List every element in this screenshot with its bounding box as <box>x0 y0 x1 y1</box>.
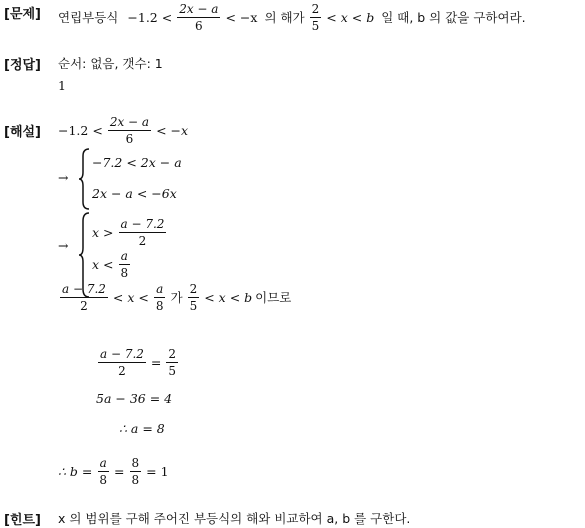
comb-ga: 가 <box>170 290 183 305</box>
problem-mid: 의 해가 <box>264 10 305 25</box>
answer-label: [정답] <box>4 58 41 73</box>
eq1-rden: 5 <box>168 363 177 378</box>
expl-l1-den: 6 <box>125 131 134 146</box>
sys2-b-left: x < <box>92 256 114 272</box>
sys2-a-den: 2 <box>138 233 147 248</box>
comb-suffix: 이므로 <box>255 290 292 305</box>
comb-num-3: 2 <box>189 281 198 296</box>
eq4-fraction-1 <box>97 457 109 486</box>
expl-l1-right: < −x <box>156 122 189 138</box>
expl-l1-left: −1.2 < <box>58 122 103 138</box>
comb-num-1: a − 7.2 <box>62 281 106 296</box>
explanation-line-1 <box>58 112 188 148</box>
arrow-1: → <box>58 170 69 185</box>
comb-fraction-1 <box>60 283 108 312</box>
explanation-combined <box>58 279 291 315</box>
problem-ineq-left: −1.2 < <box>127 9 173 25</box>
sys2-b-den: 8 <box>120 265 129 280</box>
comb-fraction-2 <box>154 283 166 312</box>
comb-fraction-3 <box>188 283 200 312</box>
eq1-fraction-right <box>166 348 178 377</box>
sys2-line-a <box>92 214 168 250</box>
problem-prefix: 연립부등식 <box>58 10 119 25</box>
eq4-den-2: 8 <box>131 472 140 487</box>
problem-fraction-den: 6 <box>195 18 203 33</box>
eq-line-2: 5a − 36 = 4 <box>96 391 173 406</box>
problem-solution-fraction <box>310 3 322 32</box>
eq4-eq-1: = <box>114 463 125 479</box>
problem-suffix: 일 때, b 의 값을 구하여라. <box>381 10 526 25</box>
eq-line-1 <box>96 344 180 380</box>
eq1-den: 2 <box>118 363 126 378</box>
problem-label: [문제] <box>4 7 41 22</box>
sys2-a-fraction <box>119 218 167 247</box>
problem-solution-den: 5 <box>311 18 320 33</box>
comb-mid: < x < <box>112 289 149 305</box>
eq1-num: a − 7.2 <box>100 346 144 361</box>
eq4-left: ∴ b = <box>58 463 93 479</box>
comb-den-2: 8 <box>155 298 164 313</box>
eq4-num-1: a <box>99 455 107 470</box>
brace-1 <box>78 148 90 210</box>
eq4-fraction-2 <box>130 457 142 486</box>
answer-meta: 순서: 없음, 갯수: 1 <box>58 56 163 71</box>
hint-text: x 의 범위를 구해 주어진 부등식의 해와 비교하여 a, b 를 구한다. <box>58 511 411 526</box>
comb-rest: < x < b <box>204 289 253 305</box>
eq-line-4 <box>58 453 169 489</box>
problem-solution-num: 2 <box>311 1 320 16</box>
eq4-end: = 1 <box>146 463 169 479</box>
sys2-a-num: a − 7.2 <box>120 216 165 231</box>
eq4-den-1: 8 <box>99 472 108 487</box>
comb-den-3: 5 <box>189 298 198 313</box>
expl-l1-fraction <box>108 116 151 145</box>
answer-value: 1 <box>58 78 66 93</box>
arrow-2: → <box>58 238 69 253</box>
problem-fraction-num: 2x − a <box>179 1 219 16</box>
sys2-line-b <box>92 246 132 282</box>
problem-statement <box>58 0 526 34</box>
comb-den-1: 2 <box>80 298 88 313</box>
sys2-b-num: a <box>120 248 128 263</box>
eq4-num-2: 8 <box>131 455 140 470</box>
comb-num-2: a <box>156 281 164 296</box>
sys2-b-fraction <box>119 250 131 279</box>
sys2-a-left: x > <box>92 224 114 240</box>
eq1-rnum: 2 <box>168 346 177 361</box>
problem-solution-rest: < x < b <box>326 9 375 25</box>
explanation-label: [해설] <box>4 125 41 140</box>
hint-label: [힌트] <box>4 513 41 528</box>
sys1-line-b: 2x − a < −6x <box>92 186 177 201</box>
expl-l1-num: 2x − a <box>109 114 150 129</box>
problem-fraction <box>177 3 220 32</box>
eq1-eq: = <box>150 354 162 370</box>
eq-line-3: ∴ a = 8 <box>119 421 165 436</box>
eq1-fraction-left <box>98 348 146 377</box>
sys1-line-a: −7.2 < 2x − a <box>92 155 182 170</box>
problem-ineq-right: < −x <box>225 9 258 25</box>
